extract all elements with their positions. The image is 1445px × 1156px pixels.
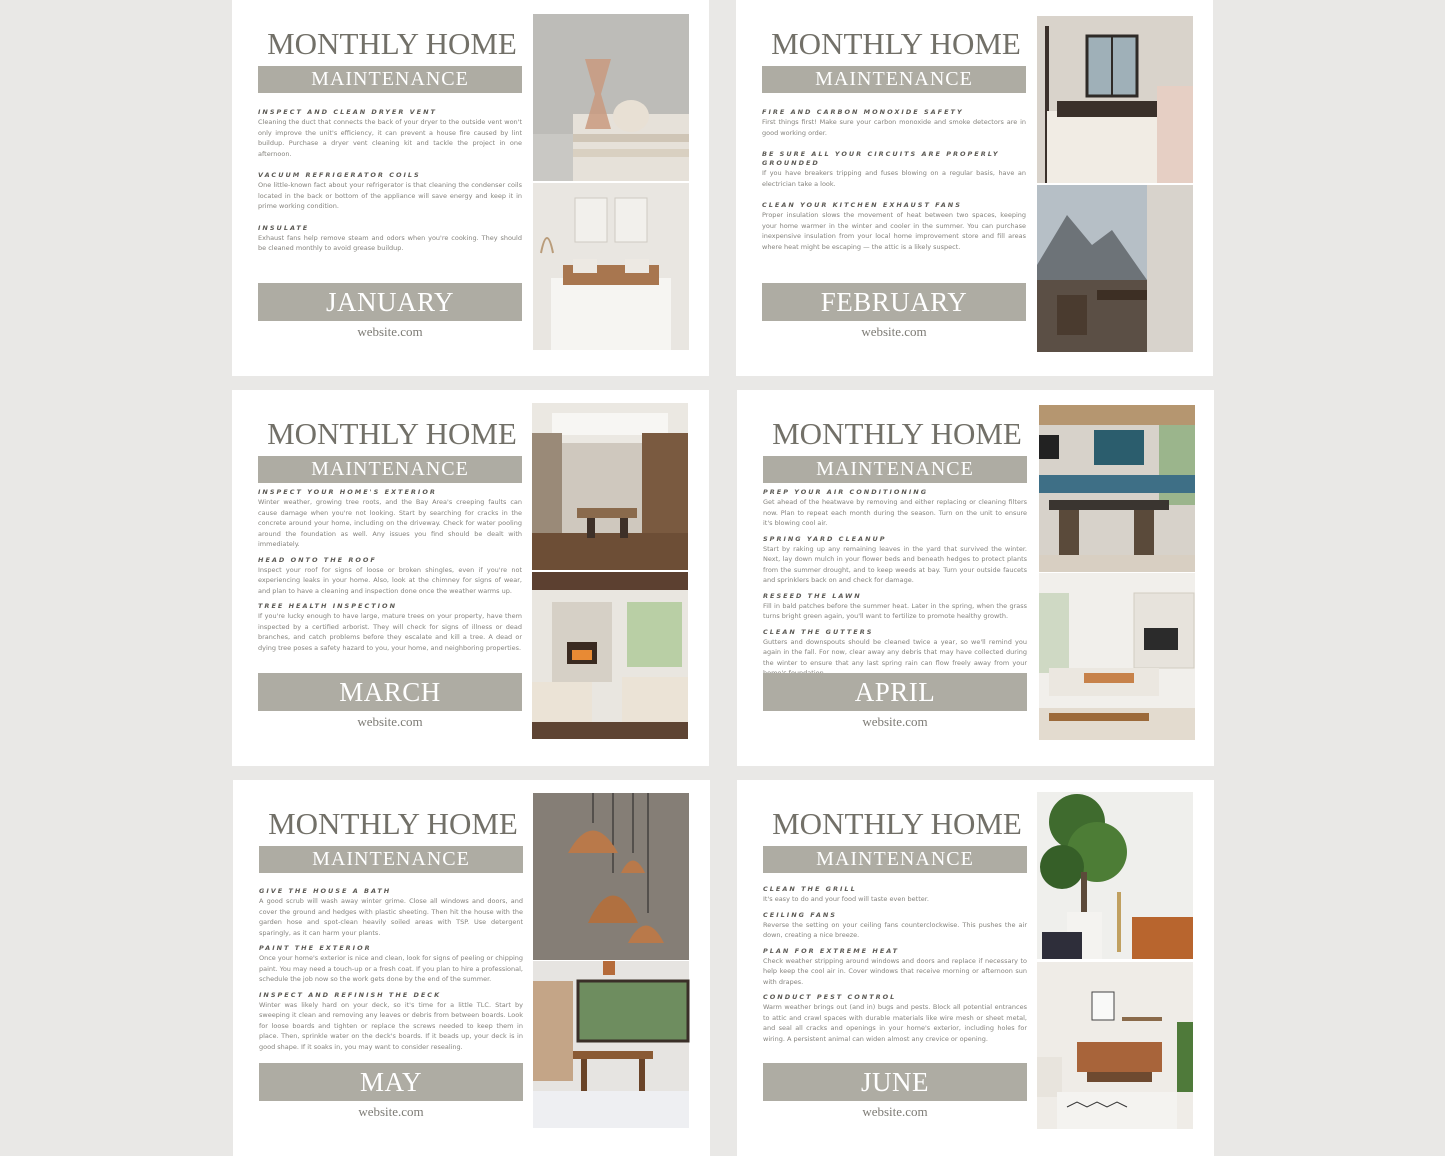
tip-item xyxy=(258,556,522,597)
tip-heading: GIVE THE HOUSE A BATH xyxy=(259,887,392,895)
card-may xyxy=(233,780,710,1156)
tip-item xyxy=(763,628,1027,679)
tip-heading: RESEED THE LAWN xyxy=(763,591,862,600)
tip-heading: PAINT THE EXTERIOR xyxy=(259,944,372,952)
fiddle-leaf-plant-photo xyxy=(1037,792,1193,959)
card-title: MONTHLY HOME xyxy=(268,806,518,841)
tip-heading: TREE HEALTH INSPECTION xyxy=(258,602,398,610)
tip-item xyxy=(762,108,1026,138)
tips-list xyxy=(763,488,1027,668)
tips-list xyxy=(258,488,522,668)
tips-list xyxy=(258,108,522,276)
tip-item xyxy=(763,592,1027,622)
tip-body: Winter weather, growing tree roots, and the Bay Area's creeping faults can cause damage when you're not looking. Start by searching for cracks in the concrete around your home, including on the driveway. Check for water pooling around the foundation as well. Any issues you find should be dealt with immediately. xyxy=(258,498,522,548)
tip-item xyxy=(762,201,1026,252)
tips-list xyxy=(259,887,523,1057)
tip-item xyxy=(763,535,1027,586)
tip-heading: CLEAN THE GRILL xyxy=(763,885,857,893)
tip-heading: INSULATE xyxy=(258,223,310,232)
tip-heading: CLEAN YOUR KITCHEN EXHAUST FANS xyxy=(762,201,962,209)
tip-item xyxy=(258,602,522,653)
tip-heading: CONDUCT PEST CONTROL xyxy=(763,993,897,1001)
tip-body: A good scrub will wash away winter grime. Close all windows and doors, and cover the ground and hedges with plastic sheeting. Then hit the house with the garden hose and spot-clean heavily soiled areas with TSP. Use detergent sparingly, as it can harm your plants. xyxy=(259,897,523,937)
tip-heading: SPRING YARD CLEANUP xyxy=(763,534,887,543)
website-link[interactable]: website.com xyxy=(862,1104,928,1119)
card-subtitle-band: MAINTENANCE xyxy=(762,66,1026,93)
leather-sofa-living-photo xyxy=(1037,962,1193,1129)
tip-heading: CEILING FANS xyxy=(763,910,837,919)
tip-body: Exhaust fans help remove steam and odors when you're cooking. They should be cleaned monthly to avoid grease buildup. xyxy=(258,233,522,252)
month-banner: JUNE xyxy=(763,1063,1027,1101)
tip-heading: INSPECT AND REFINISH THE DECK xyxy=(259,990,442,999)
website-link[interactable]: website.com xyxy=(358,1104,424,1119)
tip-heading: HEAD ONTO THE ROOF xyxy=(258,555,377,564)
website-link[interactable]: website.com xyxy=(357,714,423,729)
card-february xyxy=(736,0,1213,376)
card-june xyxy=(737,780,1214,1156)
tip-heading: PLAN FOR EXTREME HEAT xyxy=(763,946,900,955)
card-january xyxy=(232,0,709,376)
card-title: MONTHLY HOME xyxy=(267,26,517,61)
fireplace-living-room-photo xyxy=(532,572,688,739)
tip-heading: CLEAN THE GUTTERS xyxy=(763,627,874,636)
mountain-view-dining-photo xyxy=(1037,185,1193,352)
tip-body: Gutters and downspouts should be cleaned twice a year, so we'll remind you again in the fall. For now, clear away any debris that may have collected during the winter to ensure that any last spring rain can flow freely away from your xyxy=(763,637,1027,667)
tip-body: Proper insulation slows the movement of heat between two spaces, keeping your home warmer in the winter and cooler in the summer. You can purchase inexpensive insulation from your local home improvement store and fill areas where heat might be escaping — the attic is a likely suspect. xyxy=(762,211,1026,251)
tip-body: Fill in bald patches before the summer heat. Later in the spring, when the grass turns bright green again, you'll want to fertilize to promote healthy growth. xyxy=(763,601,1027,620)
tip-body: One little-known fact about your refrigerator is that cleaning the condenser coils located in the back or bottom of the appliance will save energy and keep it in prime working condition. xyxy=(258,181,522,210)
tip-body: First things first! Make sure your carbon monoxide and smoke detectors are in good working order. xyxy=(762,118,1026,137)
tip-item xyxy=(258,171,522,212)
tip-body: If you're lucky enough to have large, mature trees on your property, have them inspected by a certified arborist. They will check for signs of illness or dead branches, and catch problems before they escalate and kill a tree. A dead or dying tree poses a safety hazard to you, your home, and neighboring properties. xyxy=(258,612,522,652)
month-banner: FEBRUARY xyxy=(762,283,1026,321)
card-title: MONTHLY HOME xyxy=(771,26,1021,61)
card-subtitle-band: MAINTENANCE xyxy=(258,456,522,483)
website-link[interactable]: website.com xyxy=(861,324,927,339)
hourglass-vase-photo xyxy=(533,14,689,181)
tip-body: Get ahead of the heatwave by removing and either replacing or cleaning filters now. Plan to repeat each month during the season. Turn on the unit to ensure it's blowing cool air. xyxy=(763,498,1027,527)
wood-dining-room-photo xyxy=(532,403,688,570)
tip-heading: INSPECT AND CLEAN DRYER VENT xyxy=(258,108,437,116)
tip-body: Once your home's exterior is nice and clean, look for signs of peeling or chipping paint. You may need a touch-up or a fresh coat. If you plan to hire a professional, schedule the job now so the work gets done by the end of the summer. xyxy=(259,954,523,983)
tip-item xyxy=(258,488,522,550)
tip-body: Cleaning the duct that connects the back of your dryer to the outside vent won't only improve the unit's efficiency, it can prevent a house fire caused by lint buildup. Purchase a dryer vent cleaning kit and tackle the project in one afternoon. xyxy=(258,118,522,158)
tip-item xyxy=(762,150,1026,189)
tip-heading: FIRE AND CARBON MONOXIDE SAFETY xyxy=(762,108,964,116)
tip-item xyxy=(763,993,1027,1044)
tips-list xyxy=(762,108,1026,276)
website-link[interactable]: website.com xyxy=(357,324,423,339)
card-subtitle-band: MAINTENANCE xyxy=(258,66,522,93)
card-subtitle-band: MAINTENANCE xyxy=(259,846,523,873)
website-link[interactable]: website.com xyxy=(862,714,928,729)
month-banner: MAY xyxy=(259,1063,523,1101)
tip-body: It's easy to do and your food will taste even better. xyxy=(763,895,929,903)
tip-body: Start by raking up any remaining leaves in the yard that survived the winter. Next, lay down mulch in your flower beds and beneath hedges to protect plants from the summer drought, and to keep weeds at bay. Turn your outside faucets and sprinklers back on and check for damage. xyxy=(763,544,1027,584)
dining-table-photo xyxy=(533,961,689,1128)
tip-heading: VACUUM REFRIGERATOR COILS xyxy=(258,171,421,179)
tips-list xyxy=(763,885,1027,1057)
tip-item xyxy=(259,991,523,1053)
card-title: MONTHLY HOME xyxy=(267,416,517,451)
tip-item xyxy=(763,488,1027,529)
tip-body: Reverse the setting on your ceiling fans counterclockwise. This pushes the air down, creating a nice breeze. xyxy=(763,920,1027,939)
tip-body: If you have breakers tripping and fuses blowing on a regular basis, have an electrician take a look. xyxy=(762,169,1026,188)
tip-body: Check weather stripping around windows and doors and replace if necessary to help keep the cool air in. Cover windows that receive morning or afternoon sun with drapes. xyxy=(763,956,1027,986)
tip-item xyxy=(763,947,1027,988)
card-subtitle-band: MAINTENANCE xyxy=(763,456,1027,483)
tip-item xyxy=(259,944,523,985)
tip-body: Winter was likely hard on your deck, so it's time for a little TLC. Start by sweeping it clean and removing any leaves or debris from between boards. Look for loose boards and tighten or replace the screws needed to keep them in place. Then, sprinkle water on the deck's boards. If it beads up, your deck is in good shape. If it soaks in, you may want to consider resealing. xyxy=(259,1000,523,1051)
tip-item xyxy=(258,108,522,159)
month-banner: MARCH xyxy=(258,673,522,711)
month-banner: APRIL xyxy=(763,673,1027,711)
tip-item xyxy=(258,224,522,254)
card-march xyxy=(232,390,709,766)
tip-heading: PREP YOUR AIR CONDITIONING xyxy=(763,488,929,496)
card-title: MONTHLY HOME xyxy=(772,416,1022,451)
copper-pendant-lights-photo xyxy=(533,793,689,960)
tip-heading: BE SURE ALL YOUR CIRCUITS ARE PROPERLY GROUNDED xyxy=(762,150,1000,167)
tip-item xyxy=(763,885,1027,905)
bright-living-room-photo xyxy=(1039,573,1195,740)
patio-dining-photo xyxy=(1039,405,1195,572)
tip-item xyxy=(763,911,1027,941)
card-subtitle-band: MAINTENANCE xyxy=(763,846,1027,873)
tip-heading: INSPECT YOUR HOME'S EXTERIOR xyxy=(258,488,437,496)
month-banner: JANUARY xyxy=(258,283,522,321)
white-bedroom-photo xyxy=(533,183,689,350)
canopy-bedroom-photo xyxy=(1037,16,1193,183)
card-title: MONTHLY HOME xyxy=(772,806,1022,841)
tip-item xyxy=(259,887,523,938)
tip-body: Warm weather brings out (and in) bugs and pests. Block all potential entrances to attic and crawl spaces with durable materials like wire mesh or sheet metal, and seal all cracks and openings in your home's exterior, including holes for wiring. A persistent animal can widen almost any crevice or opening. xyxy=(763,1003,1027,1043)
card-april xyxy=(737,390,1214,766)
tip-body: Inspect your roof for signs of loose or broken shingles, even if you're not experiencing leaks in your home. Also, look at the chimney for signs of wear, and plan to have a cleaning and inspection done once the weather warms up. xyxy=(258,565,522,595)
